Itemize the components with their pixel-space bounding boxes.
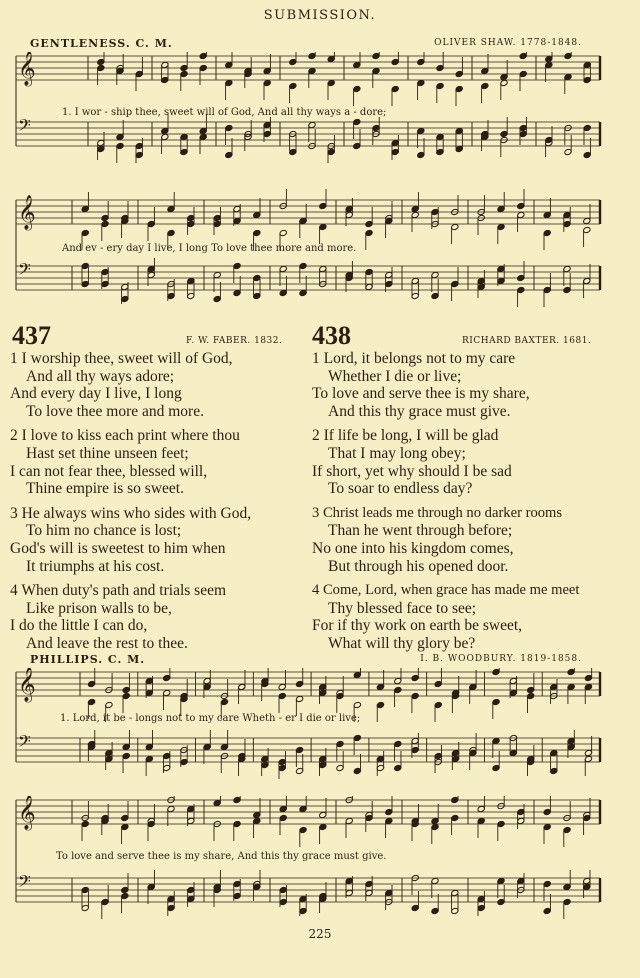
verse-line: And leave the rest to thee. xyxy=(26,634,188,652)
author-faber: F. W. FABER. 1832. xyxy=(186,336,283,346)
hymn-437-verses xyxy=(10,350,310,660)
verse-line: Whether I die or live; xyxy=(328,367,462,385)
verse-line: God's will is sweetest to him when xyxy=(10,539,226,557)
hymn-438-verses xyxy=(312,350,612,660)
tune-name-gentleness: GENTLENESS. C. M. xyxy=(30,37,173,50)
verse-line: And every day I live, I long xyxy=(10,385,182,403)
verse-line: 2 I love to kiss each print where thou xyxy=(10,427,240,445)
stanza xyxy=(10,505,310,575)
verse-line: Like prison walls to be, xyxy=(26,599,172,617)
stanza xyxy=(10,582,310,652)
treble-clef-icon: 𝄞 xyxy=(18,52,36,86)
verse-line: 4 When duty's path and trials seem xyxy=(10,582,227,600)
stanza xyxy=(312,582,612,652)
verse-line: What will thy glory be? xyxy=(328,634,476,652)
treble-clef-icon: 𝄞 xyxy=(18,668,36,702)
verse-line: For if thy work on earth be sweet, xyxy=(312,617,523,635)
bass-clef-icon: 𝄢 xyxy=(18,731,31,755)
verse-line: No one into his kingdom comes, xyxy=(312,539,514,557)
verse-line: I can not fear thee, blessed will, xyxy=(10,462,208,480)
verse-line: Thine empire is so sweet. xyxy=(26,480,184,498)
verse-line: And all thy ways adore; xyxy=(26,367,175,385)
verse-line: 1 Lord, it belongs not to my care xyxy=(312,350,516,367)
composer-oliver-shaw: OLIVER SHAW. 1778-1848. xyxy=(434,38,582,48)
verse-line: 1 I worship thee, sweet will of God, xyxy=(10,350,233,367)
verse-line: To him no chance is lost; xyxy=(26,522,182,540)
verse-line: But through his opened door. xyxy=(328,557,509,575)
verse-line: 4 Come, Lord, when grace has made me meet xyxy=(312,582,580,599)
author-baxter: RICHARD BAXTER. 1681. xyxy=(462,336,592,346)
hymn-number-438: 438 xyxy=(312,321,351,350)
verse-line: Thy blessed face to see; xyxy=(328,599,477,617)
stanza xyxy=(10,427,310,497)
verse-line: And this thy grace must give. xyxy=(328,402,511,420)
section-title: SUBMISSION. xyxy=(263,8,377,23)
tune-name-phillips: PHILLIPS. C. M. xyxy=(30,653,146,666)
verse-line: To love and serve thee is my share, xyxy=(312,385,530,403)
stanza xyxy=(10,350,310,420)
verse-line: If short, yet why should I be sad xyxy=(312,462,512,480)
bass-clef-icon: 𝄢 xyxy=(18,115,31,139)
lyric-phillips-1: 1. Lord, it be - longs not to my care Wheth - er I die or live; xyxy=(60,713,361,724)
hymn-number-437: 437 xyxy=(12,321,51,350)
treble-clef-icon: 𝄞 xyxy=(18,195,36,230)
stanza xyxy=(312,350,612,420)
bass-clef-icon: 𝄢 xyxy=(18,259,31,283)
verse-line: To soar to endless day? xyxy=(328,480,473,498)
verse-line: I do the little I can do, xyxy=(10,617,148,635)
verse-line: It triumphs at his cost. xyxy=(26,557,165,575)
verse-line: Hast set thine unseen feet; xyxy=(26,444,189,462)
stanza xyxy=(312,427,612,497)
stanza xyxy=(312,505,612,575)
verse-line: To love thee more and more. xyxy=(26,402,204,420)
verse-line: 3 He always wins who sides with God, xyxy=(10,504,252,522)
verse-line: 3 Christ leads me through no darker rooms xyxy=(312,504,563,521)
composer-woodbury: I. B. WOODBURY. 1819-1858. xyxy=(420,654,582,664)
lyric-gentleness-2: And ev - ery day I live, I long To love thee more and more. xyxy=(62,243,357,254)
verse-line: That I may long obey; xyxy=(328,444,466,462)
verse-line: Than he went through before; xyxy=(328,522,513,540)
lyric-gentleness-1: 1. I wor - ship thee, sweet will of God, And all thy ways a - dore; xyxy=(62,107,387,118)
page-number: 225 xyxy=(308,927,332,941)
bass-clef-icon: 𝄢 xyxy=(18,871,31,895)
verse-line: 2 If life be long, I will be glad xyxy=(312,427,499,445)
music-system-phillips-1 xyxy=(14,668,604,793)
lyric-phillips-2: To love and serve thee is my share, And this thy grace must give. xyxy=(56,851,387,862)
score-system xyxy=(14,668,604,793)
treble-clef-icon: 𝄞 xyxy=(18,796,36,830)
